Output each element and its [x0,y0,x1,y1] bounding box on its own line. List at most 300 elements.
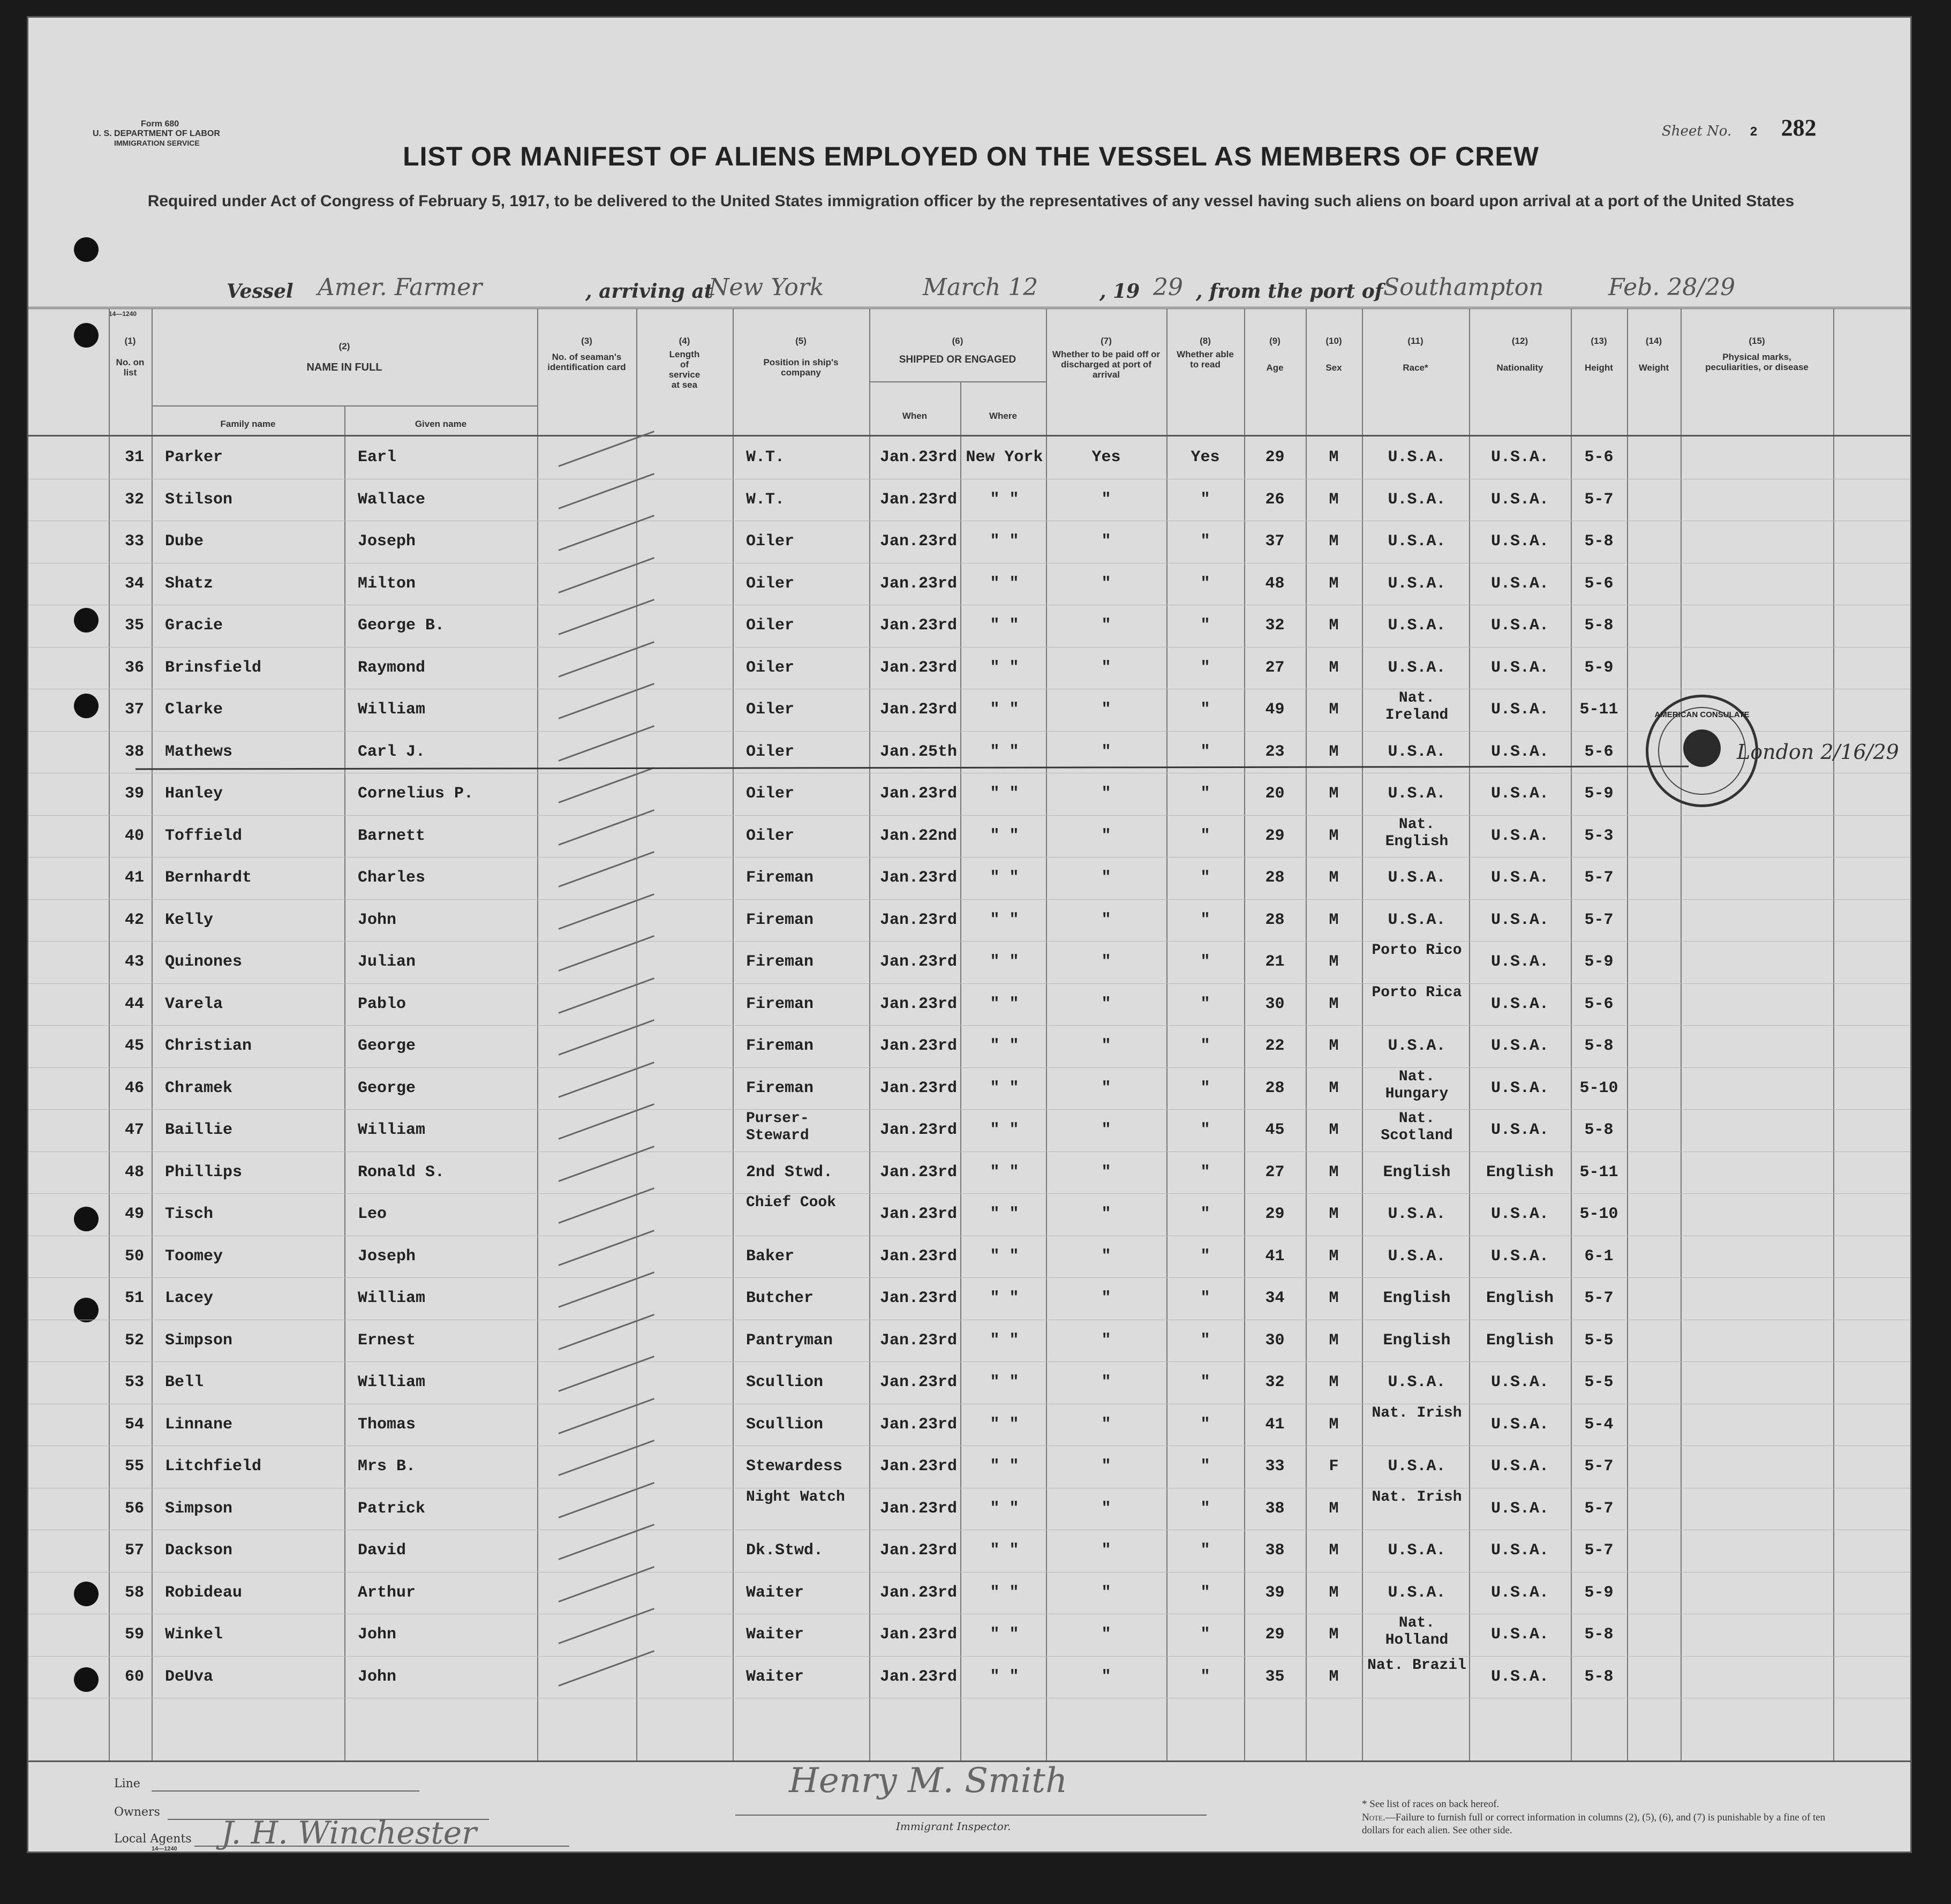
cell-sex: M [1329,1541,1339,1560]
col8-num: (8) [1200,336,1211,346]
cell-position: Oiler [746,826,795,845]
col3-num: (3) [581,336,592,346]
col1-label: No. on list [116,357,145,378]
cell-height: 5-7 [1584,490,1614,509]
cell-race: U.S.A. [1388,1037,1446,1055]
cell-number: 44 [124,995,144,1013]
cell-nationality: U.S.A. [1490,1121,1549,1139]
cell-given-name: Joseph [358,532,416,551]
cell-height: 5-8 [1584,616,1614,635]
cell-position: Oiler [746,785,795,803]
cell-age: 21 [1265,953,1285,971]
cell-height: 5-7 [1584,1457,1614,1476]
table-row [28,648,1912,690]
cell-age: 27 [1265,658,1285,677]
sheet-label: Sheet No. [1662,123,1732,139]
cell-race: Nat. Ireland [1385,690,1449,724]
cell-sex: M [1329,1415,1339,1434]
cell-able-to-read: " [1200,616,1210,635]
cell-family-name: Quinones [165,953,243,971]
cell-age: 41 [1265,1415,1285,1434]
cell-where: " " [990,532,1019,551]
cell-given-name: Patrick [358,1499,426,1518]
cell-race: U.S.A. [1388,1373,1446,1391]
cell-age: 27 [1265,1163,1285,1181]
cell-able-to-read: " [1200,1079,1210,1097]
col12-label: Nationality [1496,363,1543,373]
cell-number: 37 [124,701,144,719]
cell-age: 38 [1265,1499,1285,1518]
cell-number: 34 [124,574,144,593]
col14-num: (14) [1645,336,1662,346]
cell-position: Oiler [746,742,795,761]
sheet-number-block [1662,114,1817,141]
cell-where: " " [990,616,1019,635]
table-row [28,1321,1912,1363]
cell-position: Butcher [746,1289,814,1307]
cell-age: 29 [1265,1625,1285,1644]
cell-family-name: Kelly [165,910,214,929]
arrival-year: 29 [1153,274,1183,301]
cell-paid-off: " [1101,910,1111,929]
col13-num: (13) [1591,336,1607,346]
cell-height: 5-8 [1584,1667,1614,1686]
table-row [28,690,1912,732]
cell-nationality: U.S.A. [1490,1667,1549,1686]
table-row [28,1573,1912,1615]
arriving-port: New York [709,274,824,301]
cell-paid-off: " [1101,1457,1111,1476]
cell-family-name: Simpson [165,1499,233,1518]
col1-num: (1) [124,336,136,346]
cell-sex: M [1329,701,1339,719]
cell-given-name: Charles [358,869,426,887]
cell-given-name: Cornelius P. [358,785,474,803]
vessel-label: Vessel [227,280,293,303]
cell-sex: M [1329,1163,1339,1181]
from-label: , from the port of [1196,280,1383,303]
cell-sex: M [1329,448,1339,466]
col2-family: Family name [220,419,276,429]
cell-when: Jan.23rd [880,574,958,593]
row-rule [28,899,1912,900]
row-rule [28,983,1912,984]
table-row [28,606,1912,648]
cell-height: 5-5 [1584,1373,1614,1391]
cell-paid-off: " [1101,1499,1111,1518]
row-rule [28,647,1912,648]
cell-family-name: Lacey [165,1289,214,1307]
cell-when: Jan.23rd [880,1541,958,1560]
col5-num: (5) [795,336,807,346]
cell-height: 5-11 [1579,1163,1618,1181]
cell-where: " " [990,826,1019,845]
cell-nationality: English [1486,1289,1554,1307]
cell-able-to-read: " [1200,1037,1210,1055]
header-divider [28,435,1912,437]
cell-family-name: Phillips [165,1163,243,1181]
cell-race: U.S.A. [1388,742,1446,761]
cell-nationality: U.S.A. [1490,616,1549,635]
table-row [28,1237,1912,1278]
cell-sex: M [1329,1373,1339,1391]
cell-race: U.S.A. [1388,1205,1446,1223]
cell-age: 22 [1265,1037,1285,1055]
table-row [28,942,1912,984]
cell-given-name: William [358,701,426,719]
inspector-signature: Henry M. Smith [789,1761,1068,1801]
cell-where: " " [990,869,1019,887]
cell-when: Jan.25th [880,742,958,761]
cell-age: 29 [1265,1205,1285,1223]
cell-age: 26 [1265,490,1285,509]
cell-position: Scullion [746,1373,824,1391]
departure-port: Southampton [1383,274,1544,301]
cell-race: English [1383,1289,1451,1307]
cell-given-name: Julian [358,953,416,971]
col11-num: (11) [1407,336,1423,346]
cell-when: Jan.23rd [880,1373,958,1391]
cell-race: U.S.A. [1388,785,1446,803]
cell-where: " " [990,658,1019,677]
cell-where: " " [990,1583,1019,1602]
cell-number: 42 [124,910,144,929]
col14-label: Weight [1638,363,1669,373]
cell-number: 38 [124,742,144,761]
cell-nationality: U.S.A. [1490,869,1549,887]
cell-given-name: Arthur [358,1583,416,1602]
cell-sex: M [1329,1499,1339,1518]
cell-paid-off: " [1101,532,1111,551]
cell-given-name: John [358,1625,397,1644]
row-rule [28,941,1912,942]
cell-position: Fireman [746,869,814,887]
cell-sex: M [1329,953,1339,971]
cell-when: Jan.23rd [880,869,958,887]
cell-position: Pantryman [746,1331,833,1350]
table-row [28,774,1912,816]
cell-given-name: Earl [358,448,397,466]
vessel-name: Amer. Farmer [318,274,483,301]
cell-height: 5-7 [1584,910,1614,929]
cell-sex: M [1329,574,1339,593]
cell-age: 34 [1265,1289,1285,1307]
cell-where: " " [990,574,1019,593]
cell-when: Jan.23rd [880,1247,958,1266]
cell-where: " " [990,953,1019,971]
departure-date: Feb. 28/29 [1608,274,1736,301]
cell-when: Jan.23rd [880,1457,958,1476]
cell-family-name: Stilson [165,490,233,509]
cell-race: U.S.A. [1388,616,1446,635]
cell-family-name: Tisch [165,1205,214,1223]
cell-race: U.S.A. [1388,869,1446,887]
cell-number: 58 [124,1583,144,1602]
table-row [28,1405,1912,1447]
col15-label: Physical marks, peculiarities, or disease [1705,352,1809,372]
cell-number: 32 [124,490,144,509]
cell-number: 40 [124,826,144,845]
cell-when: Jan.23rd [880,1331,958,1350]
cell-position: Scullion [746,1415,824,1434]
cell-sex: M [1329,1583,1339,1602]
form-number: Form 680 [141,119,179,129]
arrival-date: March 12 [923,274,1038,301]
cell-where: " " [990,1079,1019,1097]
subtitle: Required under Act of Congress of February 5, 1917, to be delivered to the United States immigration officer by the representatives of any vessel having such aliens on board upon arrival at a port of the United States [147,192,1795,210]
cell-position: Fireman [746,1037,814,1055]
cell-nationality: U.S.A. [1490,1541,1549,1560]
cell-able-to-read: " [1200,1415,1210,1434]
cell-when: Jan.22nd [880,826,958,845]
cell-given-name: John [358,910,397,929]
cell-number: 46 [124,1079,144,1097]
cell-age: 37 [1265,532,1285,551]
inspector-label: Immigrant Inspector. [896,1820,1011,1833]
cell-sex: M [1329,1037,1339,1055]
cell-paid-off: " [1101,1121,1111,1139]
cell-position: Purser- Steward [746,1110,809,1144]
col8-label: Whether able to read [1177,349,1234,370]
row-rule [28,1361,1912,1362]
cell-age: 48 [1265,574,1285,593]
punch-hole [74,237,99,262]
service: IMMIGRATION SERVICE [114,139,200,147]
cell-able-to-read: Yes [1191,448,1220,466]
cell-able-to-read: " [1200,1667,1210,1686]
cell-given-name: Leo [358,1205,387,1223]
cell-position: Fireman [746,1079,814,1097]
cell-sex: M [1329,490,1339,509]
row-rule [28,1067,1912,1068]
cell-nationality: U.S.A. [1490,995,1549,1013]
cell-nationality: U.S.A. [1490,742,1549,761]
cell-where: " " [990,1415,1019,1434]
cell-sex: M [1329,1205,1339,1223]
cell-family-name: Shatz [165,574,214,593]
table-row [28,1447,1912,1488]
cell-race: U.S.A. [1388,658,1446,677]
cell-given-name: Mrs B. [358,1457,416,1476]
manifest-sheet [27,16,1912,1853]
note-text: —Failure to furnish full or correct information in columns (2), (5), (6), and (7) is punishable by a fine of ten dollars for each alien. See other side. [1362,1812,1826,1836]
cell-able-to-read: " [1200,1541,1210,1560]
cell-age: 28 [1265,910,1285,929]
crew-table [28,307,1912,1762]
cell-where: " " [990,995,1019,1013]
cell-when: Jan.23rd [880,995,958,1013]
cell-height: 5-5 [1584,1331,1614,1350]
col4-num: (4) [679,336,690,346]
cell-able-to-read: " [1200,1499,1210,1518]
cell-position: Dk.Stwd. [746,1541,824,1560]
cell-sex: M [1329,1079,1339,1097]
name-subheader-rule [152,405,537,407]
cell-where: " " [990,701,1019,719]
cell-paid-off: " [1101,701,1111,719]
year-prefix: , 19 [1099,280,1140,303]
cell-given-name: Barnett [358,826,426,845]
cell-where: " " [990,1247,1019,1266]
cell-height: 5-8 [1584,532,1614,551]
arriving-label: , arriving at [585,280,713,303]
cell-nationality: U.S.A. [1490,1079,1549,1097]
cell-where: " " [990,1499,1019,1518]
table-row [28,1615,1912,1657]
cell-when: Jan.23rd [880,448,958,466]
cell-race: U.S.A. [1388,910,1446,929]
cell-paid-off: " [1101,1247,1111,1266]
table-row [28,1110,1912,1152]
col7-num: (7) [1101,336,1112,346]
table-row [28,1657,1912,1699]
cell-when: Jan.23rd [880,490,958,509]
consul-note: London 2/16/29 [1737,740,1899,764]
cell-when: Jan.23rd [880,1583,958,1602]
cell-position: Waiter [746,1667,804,1686]
cell-family-name: Varela [165,995,223,1013]
cell-given-name: John [358,1667,397,1686]
cell-paid-off: " [1101,616,1111,635]
cell-where: " " [990,1037,1019,1055]
cell-given-name: David [358,1541,406,1560]
table-row [28,858,1912,900]
cell-number: 41 [124,869,144,887]
cell-where: " " [990,1373,1019,1391]
agent-signature: J. H. Winchester [221,1815,477,1851]
note-prefix: Note. [1362,1812,1385,1823]
cell-paid-off: " [1101,1037,1111,1055]
cell-when: Jan.23rd [880,953,958,971]
cell-able-to-read: " [1200,995,1210,1013]
cell-position: 2nd Stwd. [746,1163,833,1181]
cell-race: U.S.A. [1388,1457,1446,1476]
cell-height: 5-9 [1584,1583,1614,1602]
cell-age: 23 [1265,742,1285,761]
cell-sex: M [1329,616,1339,635]
col11-label: Race* [1403,363,1428,373]
cell-family-name: Mathews [165,742,233,761]
table-row [28,1531,1912,1572]
cell-number: 48 [124,1163,144,1181]
cell-where: " " [990,1121,1019,1139]
col13-label: Height [1585,363,1613,373]
cell-nationality: U.S.A. [1490,448,1549,466]
cell-when: Jan.23rd [880,1289,958,1307]
cell-height: 5-7 [1584,1289,1614,1307]
col9-num: (9) [1269,336,1280,346]
cell-nationality: English [1486,1331,1554,1350]
cell-given-name: Carl J. [358,742,426,761]
cell-given-name: Joseph [358,1247,416,1266]
cell-nationality: U.S.A. [1490,1625,1549,1644]
cell-sex: M [1329,869,1339,887]
cell-when: Jan.23rd [880,658,958,677]
cell-race: U.S.A. [1388,448,1446,466]
cell-family-name: Simpson [165,1331,233,1350]
cell-sex: M [1329,826,1339,845]
shipped-subheader-rule [869,381,1046,382]
table-row [28,480,1912,522]
table-row [28,1278,1912,1320]
cell-height: 5-6 [1584,995,1614,1013]
footer [28,1761,1912,1852]
penalty-note [1362,1811,1855,1837]
cell-paid-off: " [1101,826,1111,845]
cell-able-to-read: " [1200,574,1210,593]
cell-able-to-read: " [1200,1583,1210,1602]
table-row [28,816,1912,858]
cell-height: 5-4 [1584,1415,1614,1434]
cell-able-to-read: " [1200,1121,1210,1139]
cell-race: U.S.A. [1388,1247,1446,1266]
cell-able-to-read: " [1200,1289,1210,1307]
department: U. S. DEPARTMENT OF LABOR [93,129,220,138]
cell-able-to-read: " [1200,1373,1210,1391]
cell-family-name: Chramek [165,1079,233,1097]
col6-when: When [902,411,928,421]
cell-race: Nat. Scotland [1381,1110,1453,1144]
cell-sex: M [1329,910,1339,929]
cell-nationality: U.S.A. [1490,1583,1549,1602]
cell-able-to-read: " [1200,742,1210,761]
cell-paid-off: " [1101,1079,1111,1097]
cell-paid-off: " [1101,1415,1111,1434]
cell-nationality: U.S.A. [1490,532,1549,551]
cell-position: Stewardess [746,1457,843,1476]
cell-able-to-read: " [1200,1163,1210,1181]
col2-label: NAME IN FULL [306,362,382,373]
cell-height: 5-8 [1584,1121,1614,1139]
col6-label: SHIPPED OR ENGAGED [899,354,1016,365]
cell-where: " " [990,1457,1019,1476]
cell-when: Jan.23rd [880,1625,958,1644]
page-title: LIST OR MANIFEST OF ALIENS EMPLOYED ON THE VESSEL AS MEMBERS OF CREW [403,141,1539,171]
cell-where: " " [990,1163,1019,1181]
cell-paid-off: " [1101,953,1111,971]
cell-when: Jan.23rd [880,1121,958,1139]
cell-height: 5-9 [1584,658,1614,677]
cell-position: Oiler [746,574,795,593]
cell-given-name: George [358,1037,416,1055]
cell-when: Jan.23rd [880,1415,958,1434]
cell-number: 49 [124,1205,144,1223]
cell-nationality: U.S.A. [1490,953,1549,971]
cell-paid-off: " [1101,490,1111,509]
cell-nationality: U.S.A. [1490,785,1549,803]
cell-number: 45 [124,1037,144,1055]
cell-age: 20 [1265,785,1285,803]
cell-position: Oiler [746,616,795,635]
cell-number: 50 [124,1247,144,1266]
cell-race: English [1383,1331,1451,1350]
cell-paid-off: " [1101,1331,1111,1350]
cell-age: 30 [1265,995,1285,1013]
cell-number: 59 [124,1625,144,1644]
cell-sex: M [1329,1247,1339,1266]
cell-family-name: Winkel [165,1625,223,1644]
col7-label: Whether to be paid off or discharged at port of arrival [1052,349,1161,380]
cell-position: W.T. [746,490,785,509]
cell-able-to-read: " [1200,1457,1210,1476]
cell-age: 32 [1265,1373,1285,1391]
cell-when: Jan.23rd [880,532,958,551]
cell-paid-off: " [1101,1625,1111,1644]
cell-age: 32 [1265,616,1285,635]
table-row [28,984,1912,1026]
col15-num: (15) [1749,336,1765,346]
cell-position: Baker [746,1247,795,1266]
